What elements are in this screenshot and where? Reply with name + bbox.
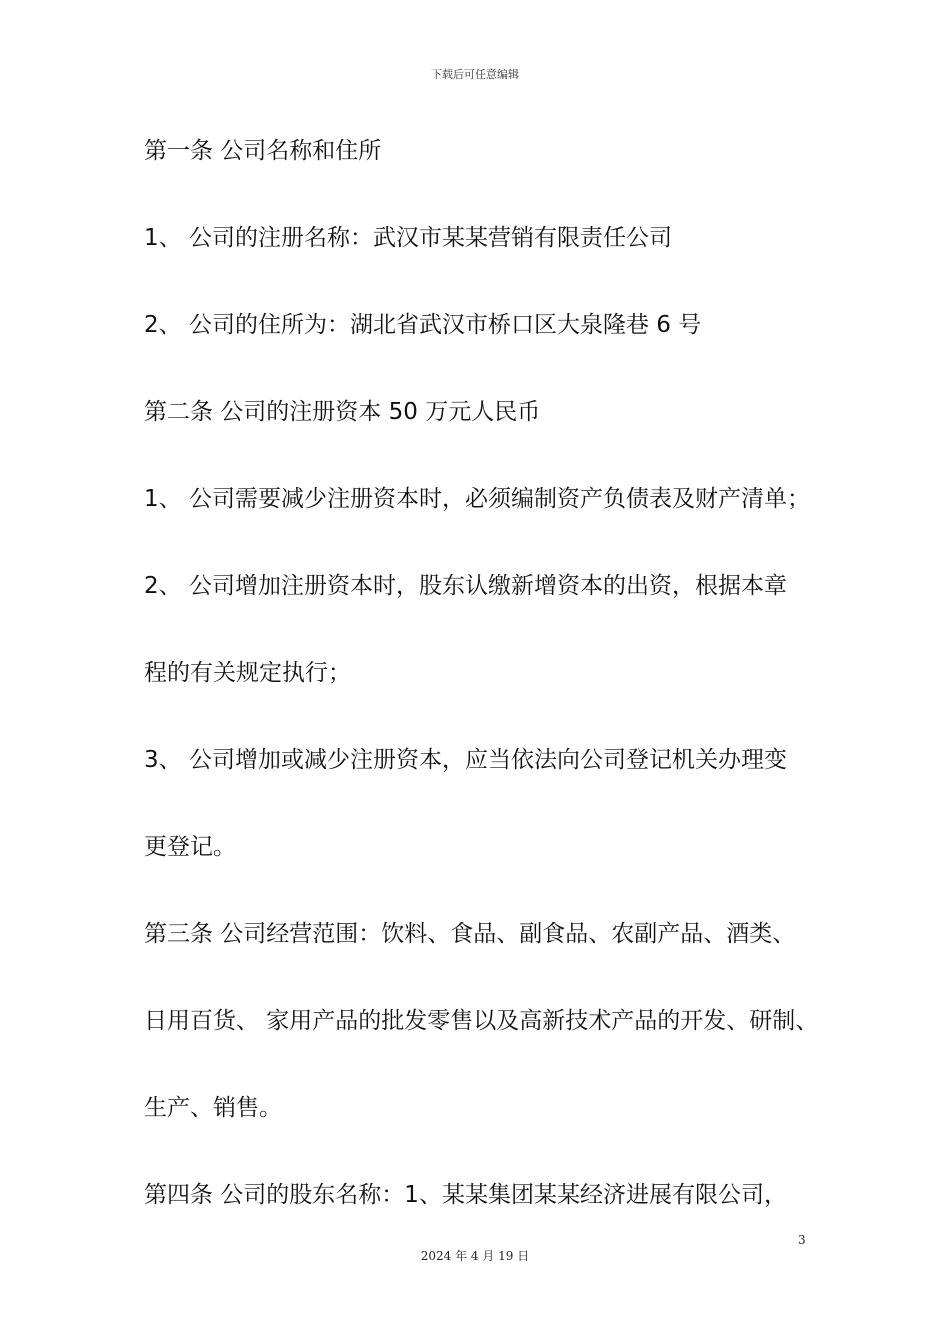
article-3-line-2: 日用百货、 家用产品的批发零售以及高新技术产品的开发、研制、: [144, 1008, 819, 1034]
article-3-line-3: 生产、销售。: [144, 1095, 282, 1121]
article-4-line-1: 第四条 公司的股东名称：1、某某集团某某经济进展有限公司，: [144, 1182, 787, 1208]
article-1-item-1: 1、 公司的注册名称：武汉市某某营销有限责任公司: [144, 225, 672, 251]
article-3-line-1: 第三条 公司经营范围：饮料、食品、副食品、农副产品、酒类、: [144, 921, 796, 947]
article-2-item-2-line-2: 程的有关规定执行；: [144, 660, 351, 686]
footer-date: 2024 年 4 月 19 日: [420, 1249, 530, 1263]
article-1-heading: 第一条 公司名称和住所: [144, 138, 382, 164]
article-1-item-2: 2、 公司的住所为：湖北省武汉市桥口区大泉隆巷 6 号: [144, 312, 702, 338]
article-2-item-3-line-1: 3、 公司增加或减少注册资本，应当依法向公司登记机关办理变: [144, 747, 787, 773]
page-header: 下载后可任意编辑: [431, 68, 519, 81]
page-number: 3: [798, 1233, 806, 1247]
article-2-heading: 第二条 公司的注册资本 50 万元人民币: [144, 399, 541, 425]
article-2-item-3-line-2: 更登记。: [144, 834, 236, 860]
article-2-item-2-line-1: 2、 公司增加注册资本时，股东认缴新增资本的出资，根据本章: [144, 573, 787, 599]
article-2-item-1: 1、 公司需要减少注册资本时，必须编制资产负债表及财产清单；: [144, 486, 810, 512]
